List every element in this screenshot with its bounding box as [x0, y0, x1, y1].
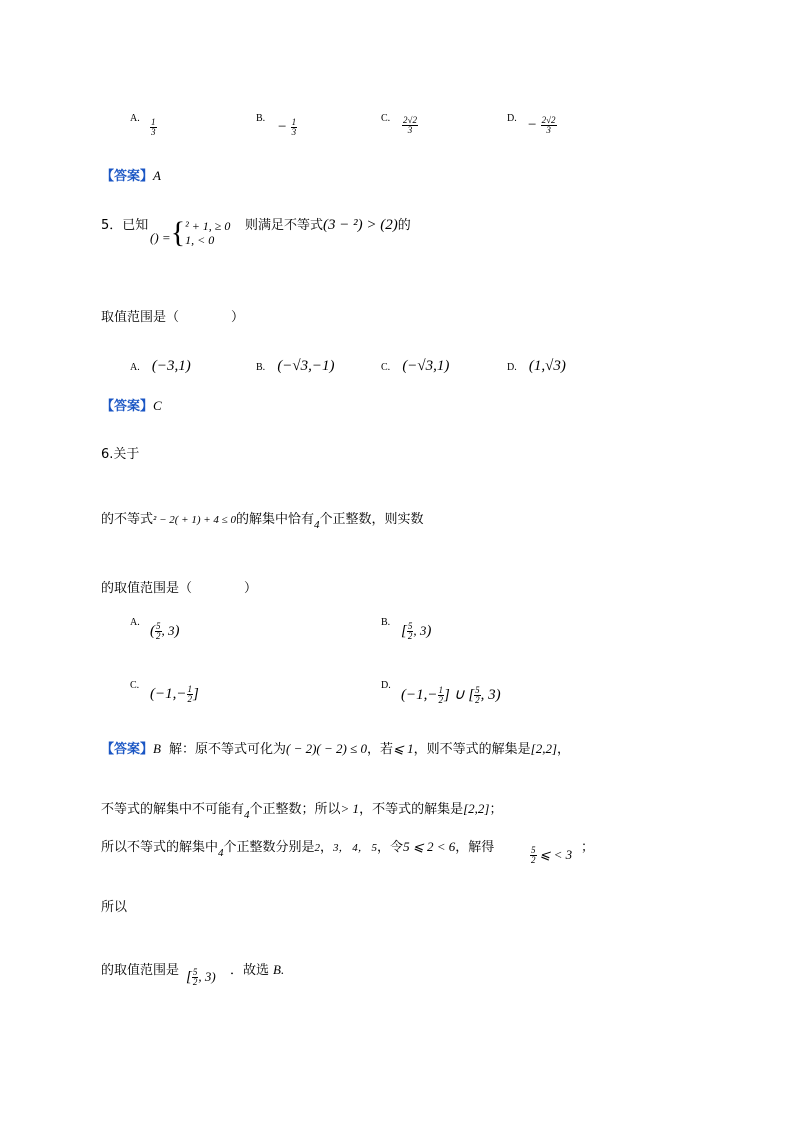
fraction: $\frac{1}{2}$: [438, 685, 443, 705]
q6-option-b-value: [401, 622, 431, 641]
option-value: (1,√3): [528, 358, 566, 374]
option-label: C.: [381, 113, 391, 124]
answer-tag: 【答案】: [101, 169, 154, 184]
text: 个正整数；所以: [249, 802, 341, 817]
option-label: A.: [130, 617, 140, 628]
fraction: $\frac{5}{2}$: [531, 845, 536, 865]
q6-solution-line5-end: [230, 959, 284, 978]
text: 解：原不等式可化为: [168, 742, 286, 757]
number: 4: [218, 847, 224, 859]
q4-option-c: [381, 110, 390, 125]
option-value: (−√3,−1): [277, 358, 335, 374]
fraction: $\frac{1}{3}$: [291, 117, 297, 137]
answer-value: A: [153, 168, 161, 183]
minus-sign: −: [528, 117, 537, 133]
option-value: (−1,−: [150, 686, 187, 702]
q4-option-d-value: [528, 116, 557, 135]
option-label: B.: [381, 617, 391, 628]
option-value: (−1,−: [401, 687, 438, 703]
text: ，解得: [455, 840, 495, 855]
q5-option-b: [256, 358, 335, 375]
q6-answer-line: [101, 738, 570, 757]
case-2: 1, < 0: [185, 233, 215, 247]
q6-solution-line5: [101, 959, 179, 978]
q5-option-d: [507, 358, 566, 375]
math: ( − 2)( − 2) ≤ 0: [285, 741, 367, 756]
option-label: A.: [130, 362, 140, 373]
q6-option-d: [381, 677, 391, 692]
q6-solution-line3-result: [530, 846, 572, 865]
q5-lead: 5．已知: [101, 218, 149, 233]
answer-tag: 【答案】: [101, 742, 154, 757]
q6-solution-line4: [101, 896, 127, 915]
case-1: ² + 1, ≥ 0: [185, 218, 231, 233]
q4-option-c-value: [402, 116, 418, 135]
option-label: A.: [130, 113, 140, 124]
q6-option-c-value: [150, 685, 199, 704]
option-value: (−3,1): [151, 358, 191, 374]
numbers: 3， 4， 5: [333, 842, 378, 854]
q6-lead-text: 6.关于: [101, 447, 140, 462]
number: 2: [314, 842, 321, 854]
math: [2,2]: [463, 801, 490, 816]
answer-tag: 【答案】: [101, 399, 154, 414]
math: > 1: [340, 801, 360, 816]
text: ，令: [377, 840, 404, 855]
answer-value: B.: [273, 962, 285, 977]
text: 个正整数，则实数: [319, 512, 424, 527]
fraction: $\frac{2√2}{3}$: [541, 115, 556, 135]
fraction: $\frac{1}{3}$: [151, 117, 156, 137]
q6-lead: [101, 443, 139, 462]
number: 4: [244, 809, 250, 821]
bracket: [: [401, 623, 407, 639]
q6-option-d-value: [401, 685, 501, 705]
q6-option-a: [130, 614, 140, 629]
union: ] ∪ [: [444, 687, 475, 703]
fraction: $\frac{5}{2}$: [475, 685, 480, 705]
option-label: B.: [256, 113, 266, 124]
math: ⩽ < 3: [539, 847, 573, 862]
text: ，若: [366, 742, 393, 757]
q6-option-a-value: [150, 622, 180, 641]
q5-tail: 的: [397, 218, 411, 233]
rest: , 3: [413, 623, 427, 638]
fraction: $\frac{5}{2}$: [192, 967, 198, 987]
option-value: (−√3,1): [402, 358, 450, 374]
q5-function: [150, 218, 230, 248]
option-label: C.: [130, 680, 140, 691]
piecewise-cases: [185, 219, 230, 248]
option-label: D.: [507, 113, 517, 124]
text: 个正整数分别是: [223, 840, 315, 855]
rest: , 3): [198, 969, 216, 984]
math: 5 ⩽ 2 < 6: [403, 839, 456, 854]
text: ．故选: [230, 963, 270, 978]
q5-option-c: [381, 358, 449, 375]
q5-range-text: 取值范围是（ ）: [101, 310, 245, 325]
fraction: $\frac{2√2}{3}$: [403, 115, 417, 135]
q5-stem-cont: [245, 214, 411, 234]
option-label: B.: [256, 362, 266, 373]
text: 不等式的解集中不可能有: [101, 802, 245, 817]
minus-sign: −: [278, 119, 287, 135]
bracket: ): [174, 623, 180, 639]
q6-option-c: [130, 677, 139, 692]
q6-line3: [101, 577, 257, 596]
bracket: ): [426, 623, 432, 639]
text: 的取值范围是: [101, 963, 180, 978]
brace: {: [170, 216, 186, 249]
q4-option-d: [507, 110, 517, 125]
math: [2,2]: [530, 741, 558, 756]
q5-answer: [101, 395, 162, 414]
answer-value: B: [153, 741, 161, 756]
q6-solution-line2: [101, 798, 502, 821]
text: 的不等式: [101, 512, 154, 527]
q6-solution-line5-range: [186, 968, 216, 987]
text: ，则不等式的解集是: [413, 742, 531, 757]
text: ，不等式的解集是: [359, 802, 464, 817]
text: 所以: [101, 900, 128, 915]
number: 4: [313, 519, 320, 531]
fraction: $\frac{1}{2}$: [187, 684, 192, 704]
rest: , 3): [480, 687, 501, 703]
fraction: $\frac{5}{2}$: [156, 621, 161, 641]
q5-inequality: (3 − ²) > (2): [323, 217, 398, 233]
q5-option-a: [130, 358, 191, 375]
q5-mid: 则满足不等式: [245, 218, 324, 233]
answer-value: C: [153, 398, 162, 413]
q4-option-a: [130, 110, 140, 125]
text: ，: [557, 742, 571, 757]
q6-range-text: 的取值范围是（ ）: [101, 581, 258, 596]
text: 所以不等式的解集中: [101, 840, 219, 855]
bracket: ]: [193, 686, 199, 702]
q5-line2: [101, 306, 244, 325]
text: ；: [581, 840, 595, 855]
text: ；: [489, 802, 503, 817]
q6-solution-line3: 所以不等式的解集中$_4$个正整数分别是2，3， 4， 5，令5 ⩽ 2 < 6，解得: [101, 839, 495, 859]
fraction: $\frac{5}{2}$: [407, 621, 413, 641]
text: 的解集中恰有: [235, 512, 314, 527]
q6-line2: [101, 508, 423, 531]
q4-option-b: [256, 110, 265, 125]
q5-stem: [101, 214, 148, 233]
bracket: (: [150, 623, 155, 639]
inequality: ² − 2( + 1) + 4 ≤ 0: [153, 514, 236, 526]
option-label: D.: [507, 362, 517, 373]
q4-option-b-value: [278, 118, 297, 137]
q6-option-b: [381, 614, 390, 629]
option-label: D.: [381, 680, 391, 691]
q6-solution-line3-end: [581, 836, 594, 855]
q4-option-a-value: [150, 118, 157, 137]
function-name: () =: [150, 230, 171, 245]
math: ⩽ 1: [393, 741, 414, 756]
bracket: [: [186, 969, 192, 985]
q4-answer: [101, 165, 161, 184]
rest: , 3: [161, 623, 175, 638]
option-label: C.: [381, 362, 391, 373]
